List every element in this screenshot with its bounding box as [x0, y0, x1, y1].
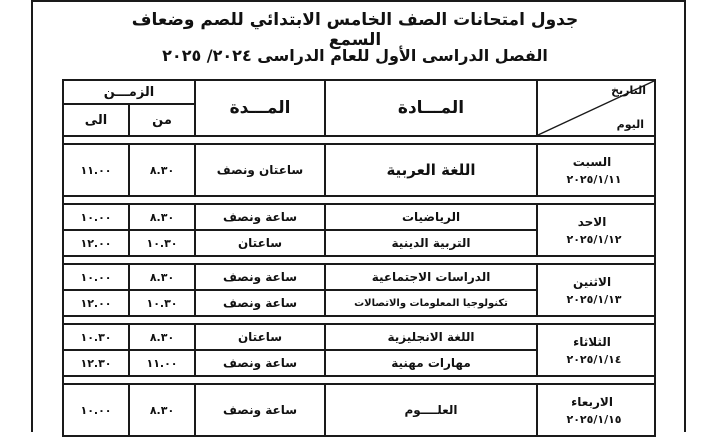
duration-cell: ساعة ونصف	[195, 384, 325, 436]
schedule-subtitle: الفصل الدراسى الأول للعام الدراسى ٢٠٢٤/ ٢٠٢٥	[162, 46, 548, 65]
from-header: من	[129, 104, 195, 136]
time-to-cell: ١٢.٠٠	[63, 290, 129, 316]
time-to-cell: ١٢.٣٠	[63, 350, 129, 376]
day-name: الاثنين	[572, 274, 612, 289]
spacer-row	[63, 196, 655, 204]
time-from-cell: ٨.٣٠	[129, 384, 195, 436]
time-header: الزمـــن	[63, 80, 195, 104]
schedule-title: جدول امتحانات الصف الخامس الابتدائي للصم وضعاف السمع	[131, 10, 579, 50]
spacer-row	[63, 256, 655, 264]
day-header-label: اليوم	[616, 118, 645, 131]
day-name: الاربعاء	[571, 394, 613, 409]
time-to-cell: ١٠.٠٠	[63, 204, 129, 230]
spacer-row	[63, 376, 655, 384]
table-row	[63, 324, 655, 350]
subject-header: المـــادة	[325, 80, 537, 136]
time-to-cell: ١٠.٠٠	[63, 384, 129, 436]
table-row	[63, 204, 655, 230]
time-from-cell: ١٠.٣٠	[129, 290, 195, 316]
time-from-cell: ١٠.٣٠	[129, 230, 195, 256]
duration-cell: ساعة ونصف	[195, 350, 325, 376]
day-date: ٢٠٢٥/١/١٤	[566, 352, 622, 366]
subject-cell: العلــــوم	[325, 384, 537, 436]
table-row	[63, 264, 655, 290]
time-from-cell: ١١.٠٠	[129, 350, 195, 376]
day-date: ٢٠٢٥/١/١٥	[566, 412, 622, 426]
day-cell	[537, 144, 655, 196]
table-row	[63, 144, 655, 196]
duration-cell: ساعتان ونصف	[195, 144, 325, 196]
day-cell	[537, 204, 655, 256]
frame-top-border	[31, 0, 686, 2]
day-cell	[537, 264, 655, 316]
frame-right-border	[684, 0, 686, 432]
day-name: الاحد	[577, 214, 607, 229]
day-cell	[537, 384, 655, 436]
subject-cell: الدراسات الاجتماعية	[325, 264, 537, 290]
spacer-row	[63, 136, 655, 144]
duration-header: المـــدة	[195, 80, 325, 136]
date-day-header	[537, 80, 655, 136]
day-date: ٢٠٢٥/١/١١	[566, 172, 622, 186]
time-from-cell: ٨.٣٠	[129, 324, 195, 350]
duration-cell: ساعة ونصف	[195, 264, 325, 290]
duration-cell: ساعتان	[195, 230, 325, 256]
day-name: الثلاثاء	[573, 334, 611, 349]
duration-cell: ساعة ونصف	[195, 204, 325, 230]
exam-schedule-table	[62, 79, 656, 437]
subject-cell: تكنولوجيا المعلومات والاتصالات	[325, 290, 537, 316]
time-to-cell: ١٠.٠٠	[63, 264, 129, 290]
day-name: السبت	[572, 154, 612, 169]
time-to-cell: ١١.٠٠	[63, 144, 129, 196]
time-from-cell: ٨.٣٠	[129, 144, 195, 196]
day-date: ٢٠٢٥/١/١٣	[566, 292, 622, 306]
date-header-label: التاريخ	[611, 84, 647, 97]
header-row	[63, 80, 655, 104]
to-header: الى	[63, 104, 129, 136]
frame-left-border	[31, 0, 33, 432]
subject-cell: الرياضيات	[325, 204, 537, 230]
duration-cell: ساعتان	[195, 324, 325, 350]
day-date: ٢٠٢٥/١/١٢	[566, 232, 622, 246]
subject-cell: مهارات مهنية	[325, 350, 537, 376]
day-cell	[537, 324, 655, 376]
subject-cell: اللغة الانجليزية	[325, 324, 537, 350]
spacer-row	[63, 316, 655, 324]
time-to-cell: ١٠.٣٠	[63, 324, 129, 350]
subject-cell: اللغة العربية	[325, 144, 537, 196]
table-row	[63, 384, 655, 436]
time-from-cell: ٨.٣٠	[129, 204, 195, 230]
time-from-cell: ٨.٣٠	[129, 264, 195, 290]
duration-cell: ساعة ونصف	[195, 290, 325, 316]
subject-cell: التربية الدينية	[325, 230, 537, 256]
time-to-cell: ١٢.٠٠	[63, 230, 129, 256]
